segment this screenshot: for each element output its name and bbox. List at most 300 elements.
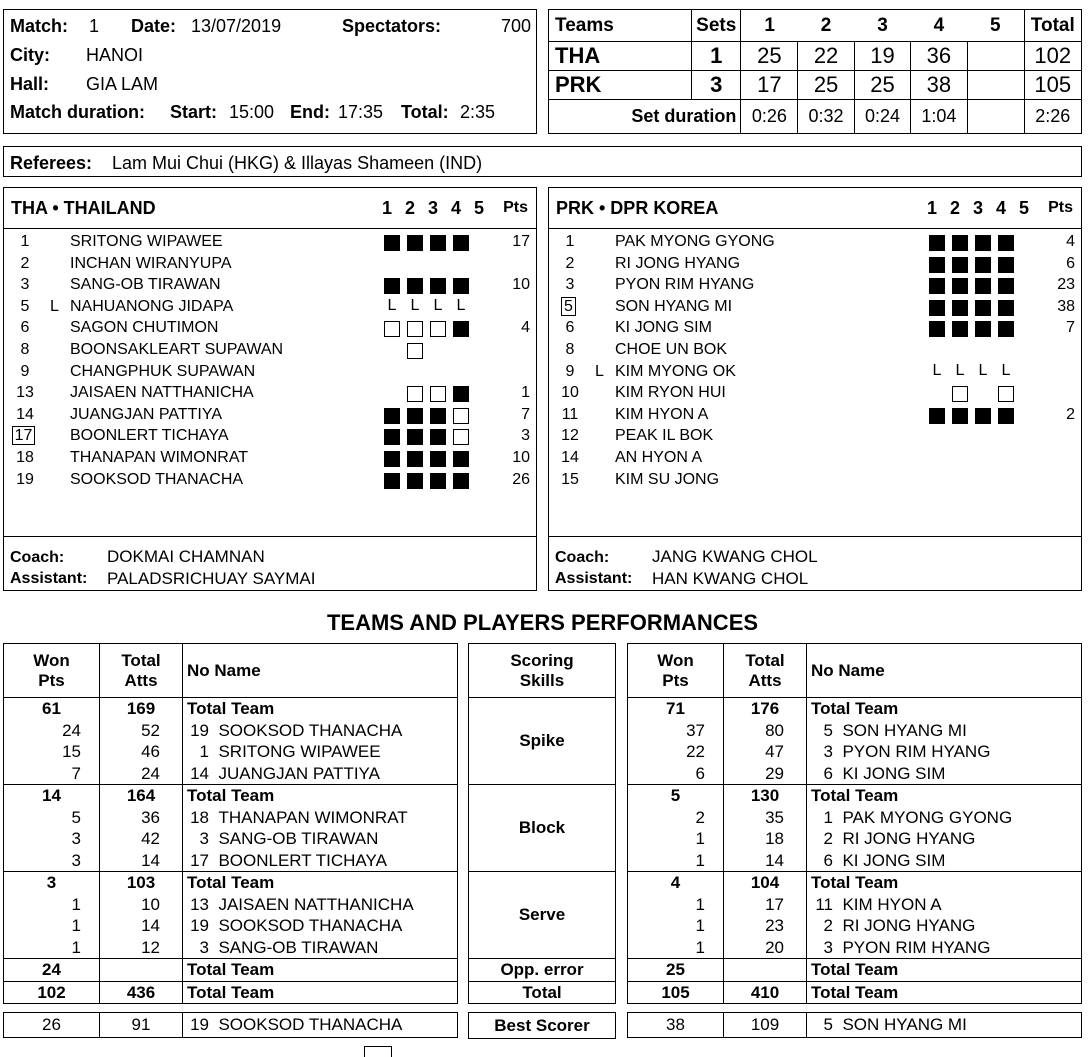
won-pts: 22 xyxy=(628,741,724,763)
skill-group-total xyxy=(4,872,458,894)
grand-total-row xyxy=(4,981,458,1004)
player-name: KI JONG SIM xyxy=(842,763,946,783)
duration-label: Match duration: xyxy=(10,102,145,122)
set-participation xyxy=(384,449,499,465)
header-pts: Pts xyxy=(38,670,65,690)
player-cell xyxy=(183,937,458,959)
total-atts: 24 xyxy=(100,763,183,785)
best-scorer-row xyxy=(4,1013,458,1038)
player-name: SANG-OB TIRAWAN xyxy=(218,937,379,957)
set-header: 5 xyxy=(1019,198,1030,218)
city-value: HANOI xyxy=(86,45,144,65)
player-number-value: 11 xyxy=(561,405,579,423)
set-participation xyxy=(929,276,1044,292)
player-row xyxy=(555,384,1075,406)
set-starter-marker xyxy=(453,473,469,489)
set-starter-marker xyxy=(407,451,423,467)
won-pts: 7 xyxy=(4,763,100,785)
player-number: 6 xyxy=(823,763,833,783)
player-performance-row xyxy=(4,741,458,763)
player-performance-row xyxy=(628,937,1082,959)
referees-label: Referees: xyxy=(10,153,93,173)
match-label: Match: xyxy=(10,16,68,36)
match-number: 1 xyxy=(89,16,100,36)
player-name: SANG-OB TIRAWAN xyxy=(218,829,379,848)
header-no-name: No Name xyxy=(183,644,458,698)
pts-header: Pts xyxy=(1048,199,1073,216)
total-score: 105 xyxy=(1024,71,1081,100)
set-duration xyxy=(967,100,1024,134)
player-cell xyxy=(807,850,1082,872)
total-team-label: Total Team xyxy=(183,872,458,894)
won-pts: 5 xyxy=(4,807,100,829)
total-atts: 12 xyxy=(100,937,183,959)
set-starter-marker xyxy=(975,408,991,424)
set-participation xyxy=(929,384,1044,400)
set-starter-marker xyxy=(430,473,446,489)
set-libero-marker: L xyxy=(456,296,466,314)
team-code: PRK xyxy=(549,71,692,100)
won-pts: 24 xyxy=(4,720,100,742)
set-starter-marker xyxy=(998,321,1014,337)
player-number xyxy=(10,298,40,316)
set-starter-marker xyxy=(453,235,469,251)
player-name: JAISAEN NATTHANICHA xyxy=(218,894,414,914)
player-performance-row xyxy=(628,741,1082,763)
coach-name: DOKMAI CHAMNAN xyxy=(107,547,265,566)
team-panel-tha xyxy=(3,187,537,591)
player-number xyxy=(555,471,585,489)
score-row-prk xyxy=(549,71,1082,100)
city-label: City: xyxy=(10,45,50,65)
set-duration: 0:32 xyxy=(798,100,854,134)
set-duration: 0:26 xyxy=(741,100,798,134)
total-atts: 169 xyxy=(100,698,183,720)
set-starter-marker xyxy=(430,451,446,467)
player-number xyxy=(555,319,585,337)
total-team-label: Total Team xyxy=(807,785,1082,807)
player-number: 19 xyxy=(190,916,209,935)
player-number-value: 2 xyxy=(565,254,575,272)
player-row xyxy=(555,233,1075,255)
end-label: End: xyxy=(290,102,330,122)
won-pts: 6 xyxy=(628,763,724,785)
match-info-panel xyxy=(3,9,537,134)
player-performance-row xyxy=(4,894,458,916)
player-row xyxy=(555,427,1075,449)
header-teams: Teams xyxy=(549,10,692,42)
total-atts: 130 xyxy=(724,785,807,807)
header-set-2: 2 xyxy=(798,10,854,42)
won-pts: 102 xyxy=(4,981,100,1004)
set-participation xyxy=(384,406,499,422)
total-team-label: Total Team xyxy=(807,872,1082,894)
player-number-value: 13 xyxy=(16,384,34,402)
player-number: 2 xyxy=(823,916,833,935)
assistant-label: Assistant: xyxy=(10,570,88,587)
match-date: 13/07/2019 xyxy=(191,16,282,36)
won-pts: 1 xyxy=(628,828,724,850)
player-row xyxy=(555,406,1075,428)
set-starter-marker xyxy=(998,257,1014,273)
assistant-name: HAN KWANG CHOL xyxy=(652,569,809,588)
set-libero-marker: L xyxy=(387,296,397,314)
won-pts: 38 xyxy=(628,1013,724,1038)
sets-won: 3 xyxy=(692,71,741,100)
player-row xyxy=(10,341,530,363)
set-header: 4 xyxy=(996,198,1007,218)
player-name: JAISAEN NATTHANICHA xyxy=(70,384,254,402)
set-starter-marker xyxy=(998,408,1014,424)
total-atts: 29 xyxy=(724,763,807,785)
player-number-value: 1 xyxy=(565,233,575,250)
player-name: SOOKSOD THANACHA xyxy=(218,1015,403,1035)
set-participation xyxy=(384,276,499,292)
won-pts: 15 xyxy=(4,741,100,763)
set-starter-marker xyxy=(929,278,945,294)
won-pts: 37 xyxy=(628,720,724,742)
assistant-label: Assistant: xyxy=(555,570,633,587)
set-starter-marker xyxy=(929,257,945,273)
player-cell xyxy=(807,915,1082,937)
player-points: 7 xyxy=(1066,319,1075,337)
player-performance-row xyxy=(628,828,1082,850)
set-starter-marker xyxy=(975,235,991,251)
set-score xyxy=(967,42,1024,71)
player-name: NAHUANONG JIDAPA xyxy=(70,297,234,315)
header-pts: Pts xyxy=(662,670,689,690)
total-team-label: Total Team xyxy=(807,698,1082,720)
captain-number: 5 xyxy=(561,297,576,316)
player-number xyxy=(555,384,585,402)
won-pts: 3 xyxy=(4,872,100,894)
player-points: 4 xyxy=(521,319,530,337)
player-points: 23 xyxy=(1057,276,1075,294)
set-starter-marker xyxy=(384,429,400,445)
set-starter-marker xyxy=(952,278,968,294)
won-pts: 14 xyxy=(4,785,100,807)
set-participation xyxy=(929,471,1044,487)
skill-group-total xyxy=(4,785,458,807)
player-number: 19 xyxy=(190,1015,209,1035)
player-cell xyxy=(807,720,1082,742)
player-name: PYON RIM HYANG xyxy=(615,276,755,294)
player-cell xyxy=(183,1013,458,1038)
player-number-value: 5 xyxy=(20,297,30,315)
player-points: 7 xyxy=(521,405,530,423)
player-name: AN HYON A xyxy=(615,449,703,466)
player-performance-row xyxy=(628,915,1082,937)
player-name: SON HYANG MI xyxy=(615,297,733,315)
player-name: KIM HYON A xyxy=(615,405,709,423)
header-won: Won xyxy=(33,650,70,670)
set-score: 38 xyxy=(911,71,967,100)
set-libero-marker: L xyxy=(1001,361,1011,379)
player-performance-row xyxy=(4,763,458,785)
total-atts: 10 xyxy=(100,894,183,916)
player-performance-row xyxy=(4,850,458,872)
total-label: Total: xyxy=(401,102,449,122)
total-team-label: Total Team xyxy=(807,981,1082,1004)
player-cell xyxy=(807,807,1082,829)
total-team-label: Total Team xyxy=(183,698,458,720)
set-starter-marker xyxy=(430,278,446,294)
team-code: THA xyxy=(549,42,692,71)
total-atts: 14 xyxy=(100,850,183,872)
skill-label: Block xyxy=(469,785,616,872)
set-substitute-marker xyxy=(453,429,469,445)
player-name: KI JONG SIM xyxy=(842,850,946,870)
skill-group-total xyxy=(628,785,1082,807)
player-number-value: 9 xyxy=(565,362,575,380)
total-atts: 52 xyxy=(100,720,183,742)
hall-value: GIA LAM xyxy=(86,74,159,94)
player-points: 10 xyxy=(512,449,530,466)
won-pts: 5 xyxy=(628,785,724,807)
player-name: SAGON CHUTIMON xyxy=(70,319,219,337)
set-participation xyxy=(384,471,499,487)
skill-group-total xyxy=(628,872,1082,894)
scoring-skills-column xyxy=(468,643,616,1004)
player-number xyxy=(555,406,585,424)
player-cell xyxy=(183,894,458,916)
won-pts: 1 xyxy=(4,894,100,916)
won-pts: 26 xyxy=(4,1013,100,1038)
player-number xyxy=(10,406,40,424)
header-scoring: Scoring xyxy=(510,650,574,670)
end-time: 17:35 xyxy=(338,102,384,122)
set-libero-marker: L xyxy=(955,361,965,379)
start-time: 15:00 xyxy=(229,102,275,122)
player-number xyxy=(555,341,585,359)
player-cell xyxy=(183,850,458,872)
set-score: 22 xyxy=(798,42,854,71)
set-starter-marker xyxy=(453,451,469,467)
player-number xyxy=(10,363,40,381)
set-score: 19 xyxy=(854,42,910,71)
total-atts: 104 xyxy=(724,872,807,894)
player-number: 5 xyxy=(823,1015,833,1035)
total-atts: 14 xyxy=(100,915,183,937)
pts-header: Pts xyxy=(503,199,528,216)
header-set-5: 5 xyxy=(967,10,1024,42)
won-pts: 3 xyxy=(4,850,100,872)
player-row xyxy=(555,319,1075,341)
set-starter-marker xyxy=(952,408,968,424)
player-number: 13 xyxy=(190,894,209,914)
opp-error-row xyxy=(628,959,1082,982)
won-pts: 1 xyxy=(628,850,724,872)
player-number xyxy=(555,449,585,467)
player-number: 17 xyxy=(190,850,209,870)
player-name: RI JONG HYANG xyxy=(842,916,976,935)
set-participation xyxy=(929,363,1044,379)
won-pts: 71 xyxy=(628,698,724,720)
set-starter-marker xyxy=(430,429,446,445)
header-set-3: 3 xyxy=(854,10,910,42)
player-performance-row xyxy=(628,763,1082,785)
set-duration: 1:04 xyxy=(911,100,967,134)
won-pts: 24 xyxy=(4,959,100,982)
total-atts: 42 xyxy=(100,828,183,850)
player-points: 38 xyxy=(1057,297,1075,315)
player-points: 4 xyxy=(1066,233,1075,250)
player-row xyxy=(555,449,1075,471)
header-total-atts xyxy=(724,644,807,698)
player-number: 14 xyxy=(190,763,209,783)
player-number-value: 10 xyxy=(561,384,579,402)
player-name: RI JONG HYANG xyxy=(615,254,741,272)
set-libero-marker: L xyxy=(978,361,988,379)
set-starter-marker xyxy=(952,235,968,251)
total-atts: 436 xyxy=(100,981,183,1004)
player-cell xyxy=(183,720,458,742)
total-atts: 410 xyxy=(724,981,807,1004)
set-starter-marker xyxy=(998,278,1014,294)
assistant-name: PALADSRICHUAY SAYMAI xyxy=(107,569,316,588)
set-libero-marker: L xyxy=(433,296,443,314)
sets-won: 1 xyxy=(692,42,741,71)
set-participation xyxy=(929,298,1044,314)
player-name: INCHAN WIRANYUPA xyxy=(70,254,232,272)
set-starter-marker xyxy=(384,451,400,467)
player-row xyxy=(10,255,530,277)
hall-label: Hall: xyxy=(10,74,50,94)
set-starter-marker xyxy=(952,321,968,337)
player-number: 1 xyxy=(823,807,833,827)
set-starter-marker xyxy=(929,408,945,424)
player-row xyxy=(10,319,530,341)
player-performance-row xyxy=(4,915,458,937)
player-number xyxy=(555,427,585,445)
player-performance-row xyxy=(628,850,1082,872)
referees-panel xyxy=(3,146,1082,177)
player-name: KIM MYONG OK xyxy=(615,362,736,380)
set-header: 2 xyxy=(950,198,961,218)
total-atts: 23 xyxy=(724,915,807,937)
header-atts: Atts xyxy=(124,670,158,690)
total-team-label: Total Team xyxy=(807,959,1082,982)
player-points: 26 xyxy=(512,470,530,488)
player-number: 6 xyxy=(823,850,833,870)
player-row xyxy=(10,363,530,385)
total-atts: 176 xyxy=(724,698,807,720)
total-score: 102 xyxy=(1024,42,1081,71)
set-score: 25 xyxy=(741,42,798,71)
player-name: BOONSAKLEART SUPAWAN xyxy=(70,341,284,358)
player-number xyxy=(555,255,585,273)
total-atts xyxy=(724,959,807,982)
player-name: BOONLERT TICHAYA xyxy=(70,427,229,445)
set-starter-marker xyxy=(929,321,945,337)
best-scorer-label-box xyxy=(468,1012,616,1039)
set-starter-marker xyxy=(975,257,991,273)
player-number-value: 14 xyxy=(561,449,579,466)
won-pts: 1 xyxy=(4,937,100,959)
player-name: PAK MYONG GYONG xyxy=(842,807,1013,827)
total-atts: 18 xyxy=(724,828,807,850)
player-number xyxy=(10,255,40,273)
set-starter-marker xyxy=(407,473,423,489)
player-performance-row xyxy=(4,828,458,850)
player-row xyxy=(555,363,1075,385)
player-row xyxy=(10,471,530,493)
set-substitute-marker xyxy=(430,386,446,402)
total-atts: 47 xyxy=(724,741,807,763)
set-starter-marker xyxy=(384,473,400,489)
set-libero-marker: L xyxy=(410,296,420,314)
player-performance-row xyxy=(628,894,1082,916)
header-won-pts xyxy=(4,644,100,698)
set-header: 1 xyxy=(382,198,393,218)
player-points: 2 xyxy=(1066,405,1075,423)
skill-group-total xyxy=(628,698,1082,720)
player-name: KIM SU JONG xyxy=(615,470,720,488)
set-participation xyxy=(929,449,1044,465)
player-number: 3 xyxy=(823,742,833,761)
player-number: 3 xyxy=(823,937,833,957)
player-name: BOONLERT TICHAYA xyxy=(218,850,387,870)
header-total: Total xyxy=(121,650,161,670)
performance-title: TEAMS AND PLAYERS PERFORMANCES xyxy=(326,610,759,635)
set-substitute-marker xyxy=(952,386,968,402)
header-set-1: 1 xyxy=(741,10,798,42)
player-cell xyxy=(183,828,458,850)
player-number-value: 15 xyxy=(561,470,579,488)
set-starter-marker xyxy=(952,300,968,316)
player-number: 1 xyxy=(199,742,209,761)
player-number-value: 14 xyxy=(16,405,34,423)
player-points: 17 xyxy=(512,233,530,250)
player-number-value: 12 xyxy=(561,427,579,445)
set-participation xyxy=(929,406,1044,422)
player-name: SOOKSOD THANACHA xyxy=(70,470,244,488)
set-starter-marker xyxy=(929,300,945,316)
set-participation xyxy=(929,427,1044,443)
set-header: 5 xyxy=(474,198,485,218)
player-number xyxy=(555,233,585,251)
best-scorer-row xyxy=(628,1013,1082,1038)
header-scoring-skills xyxy=(469,644,616,698)
header-set-4: 4 xyxy=(911,10,967,42)
player-name: JUANGJAN PATTIYA xyxy=(218,763,380,783)
total-atts: 14 xyxy=(724,850,807,872)
player-name: THANAPAN WIMONRAT xyxy=(70,449,249,466)
set-substitute-marker xyxy=(430,321,446,337)
set-participation xyxy=(384,427,499,443)
won-pts: 105 xyxy=(628,981,724,1004)
player-row xyxy=(555,471,1075,493)
player-number xyxy=(555,276,585,294)
player-number-value: 6 xyxy=(20,319,30,337)
player-number xyxy=(10,319,40,337)
set-starter-marker xyxy=(998,300,1014,316)
team-title: PRK • DPR KOREA xyxy=(556,198,719,218)
set-participation xyxy=(929,341,1044,357)
player-row xyxy=(555,255,1075,277)
won-pts: 61 xyxy=(4,698,100,720)
set-duration: 0:24 xyxy=(854,100,910,134)
player-name: PEAK IL BOK xyxy=(615,427,714,445)
player-name: SOOKSOD THANACHA xyxy=(218,916,403,935)
performance-table-prk xyxy=(627,643,1082,1004)
set-substitute-marker xyxy=(407,386,423,402)
set-starter-marker xyxy=(384,235,400,251)
player-cell xyxy=(183,915,458,937)
total-atts: 17 xyxy=(724,894,807,916)
set-starter-marker xyxy=(430,235,446,251)
player-row xyxy=(555,298,1075,320)
